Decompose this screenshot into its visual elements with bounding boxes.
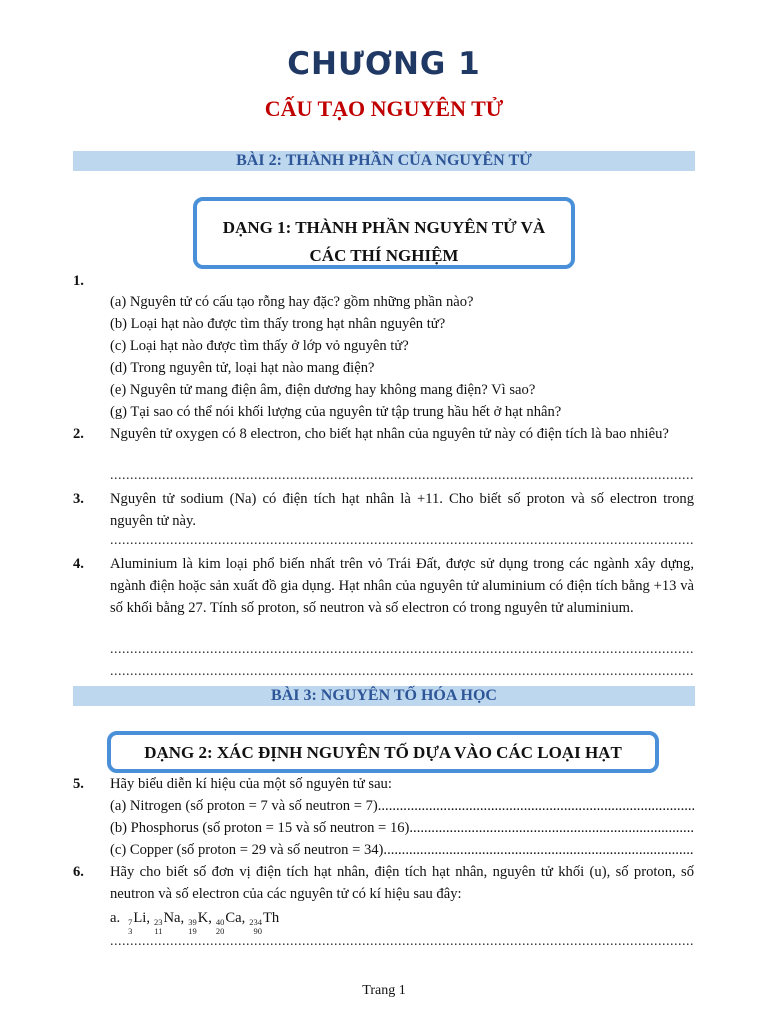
- chapter-subtitle: CẤU TẠO NGUYÊN TỬ: [264, 96, 504, 121]
- answer-line: [110, 935, 694, 949]
- question-1-item-c: (c) Loại hạt nào được tìm thấy ở lớp vỏ nguyên tử?: [110, 338, 409, 354]
- atomic-number: 19: [188, 926, 197, 936]
- answer-leader: [378, 796, 694, 816]
- answer-leader: [383, 840, 694, 860]
- question-1-item-e: (e) Nguyên tử mang điện âm, điện dương hay không mang điện? Vì sao?: [110, 382, 536, 398]
- mass-number: 40: [215, 917, 225, 927]
- mass-number: 39: [188, 917, 197, 927]
- element-symbol: K,: [197, 910, 212, 926]
- question-6-isotopes: [110, 908, 283, 936]
- answer-line: [110, 469, 694, 483]
- question-5-number: 5.: [73, 776, 84, 792]
- question-1-item-d: (d) Trong nguyên tử, loại hạt nào mang điện?: [110, 360, 375, 376]
- section-heading-bai3: BÀI 3: NGUYÊN TỐ HÓA HỌC: [73, 686, 695, 706]
- answer-leader: [409, 818, 694, 838]
- question-5-intro: Hãy biểu diễn kí hiệu của một số nguyên tử sau:: [110, 776, 392, 792]
- question-5-item-b-text: (b) Phosphorus (số proton = 15 và số neutron = 16): [110, 820, 410, 836]
- mass-number: 234: [249, 917, 263, 927]
- isotope-ca: [215, 908, 246, 936]
- question-6-number: 6.: [73, 864, 84, 880]
- question-1-item-g: (g) Tại sao có thể nói khối lượng của nguyên tử tập trung hầu hết ở hạt nhân?: [110, 404, 562, 420]
- isotope-na: [154, 908, 185, 936]
- element-symbol: Na,: [163, 910, 185, 926]
- atomic-number: 3: [128, 926, 133, 936]
- question-1-item-b: (b) Loại hạt nào được tìm thấy trong hạt nhân nguyên tử?: [110, 316, 446, 332]
- question-2-number: 2.: [73, 426, 84, 442]
- question-5-item-b: [110, 818, 694, 838]
- question-5-item-a-text: (a) Nitrogen (số proton = 7 và số neutron = 7): [110, 798, 378, 814]
- atomic-number: 11: [154, 926, 163, 936]
- question-5-item-c: [110, 840, 694, 860]
- page-number: Trang 1: [362, 983, 406, 998]
- answer-line: [110, 643, 694, 657]
- answer-line: [110, 534, 694, 548]
- atomic-number: 20: [215, 926, 225, 936]
- isotope-k: [188, 908, 212, 936]
- question-5-item-c-text: (c) Copper (số proton = 29 và số neutron = 34): [110, 842, 384, 858]
- question-1-number: 1.: [73, 273, 84, 289]
- dang2-title: DẠNG 2: XÁC ĐỊNH NGUYÊN TỐ DỰA VÀO CÁC LOẠI HẠT: [144, 743, 622, 762]
- question-1-item-a: (a) Nguyên tử có cấu tạo rỗng hay đặc? gồm những phần nào?: [110, 294, 474, 310]
- atomic-number: 90: [253, 926, 263, 936]
- mass-number: 23: [154, 917, 163, 927]
- dang2-box: [107, 731, 659, 773]
- dang1-box: [193, 197, 575, 269]
- question-6-prefix: a.: [110, 910, 121, 926]
- question-3-number: 3.: [73, 491, 84, 507]
- question-3-text: Nguyên tử sodium (Na) có điện tích hạt nhân là +11. Cho biết số proton và số electron trong nguyên tử này.: [110, 491, 694, 529]
- dang1-title-line2: CÁC THÍ NGHIỆM: [309, 246, 459, 265]
- mass-number: 7: [128, 917, 133, 927]
- answer-line: [110, 665, 694, 679]
- question-2-text: Nguyên tử oxygen có 8 electron, cho biết hạt nhân của nguyên tử này có điện tích là bao nhiêu?: [110, 426, 669, 442]
- question-4-text: Aluminium là kim loại phổ biến nhất trên vỏ Trái Đất, được sử dụng trong các ngành xây dựng, ngành điện hoặc sản xuất đồ gia dụng. Hạt nhân của nguyên tử aluminium có điện tích bằng +13 và số khối bằng 27. Tính số proton, số neutron và số electron có trong nguyên tử aluminium.: [110, 556, 694, 616]
- question-4-number: 4.: [73, 556, 84, 572]
- chapter-title: CHƯƠNG 1: [287, 46, 481, 82]
- question-6-text: Hãy cho biết số đơn vị điện tích hạt nhân, điện tích hạt nhân, nguyên tử khối (u), số proton, số neutron và số electron của các nguyên tử có kí hiệu sau đây:: [110, 864, 694, 902]
- isotope-th: [249, 908, 280, 936]
- element-symbol: Ca,: [225, 910, 246, 926]
- element-symbol: Th: [263, 910, 280, 926]
- isotope-li: [128, 908, 151, 936]
- section-heading-bai2: BÀI 2: THÀNH PHẦN CỦA NGUYÊN TỬ: [73, 151, 695, 171]
- dang1-title-line1: DẠNG 1: THÀNH PHẦN NGUYÊN TỬ VÀ: [222, 218, 546, 237]
- element-symbol: Li,: [133, 910, 151, 926]
- question-5-item-a: [110, 796, 694, 816]
